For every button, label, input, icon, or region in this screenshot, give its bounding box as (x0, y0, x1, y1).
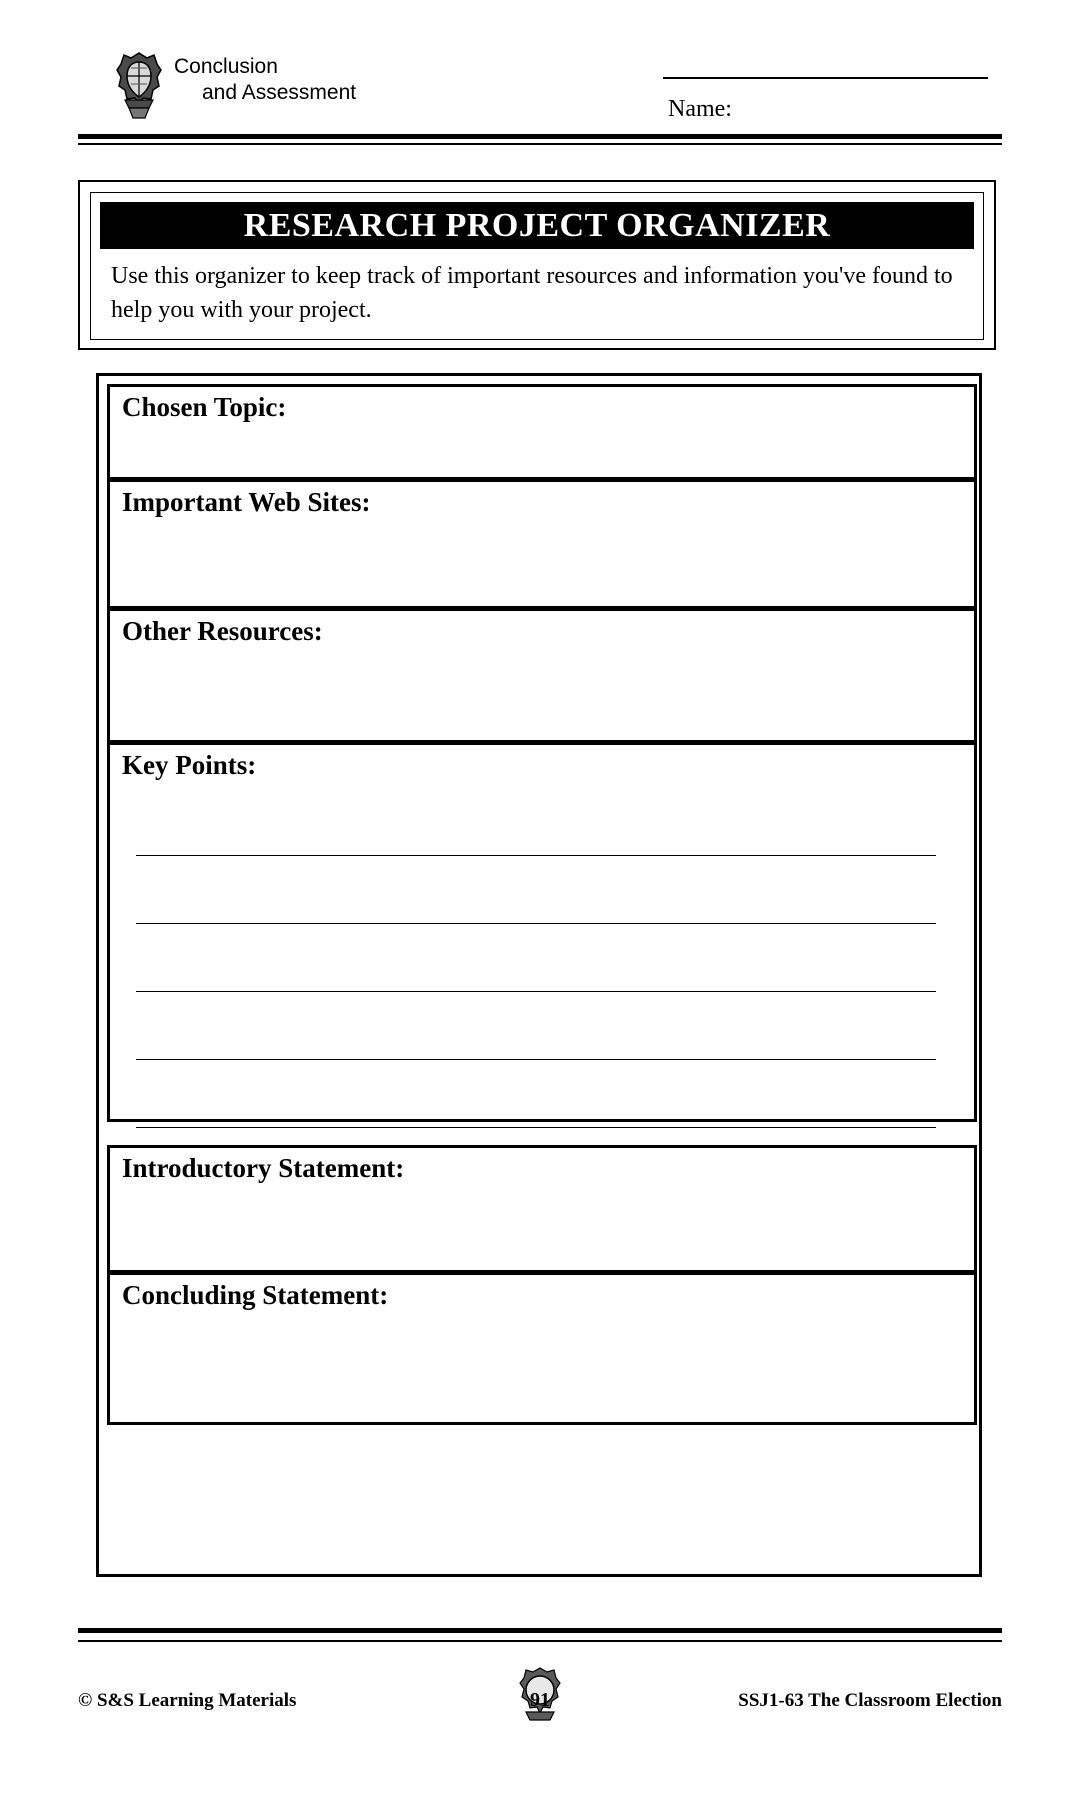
footer-divider-thin (78, 1640, 1002, 1642)
field-other-resources[interactable] (107, 608, 977, 743)
field-important-web-sites[interactable] (107, 479, 977, 609)
writing-line (136, 923, 936, 924)
footer-copyright: © S&S Learning Materials (78, 1690, 297, 1711)
field-chosen-topic[interactable] (107, 384, 977, 480)
field-label-concluding-statement: Concluding Statement: (122, 1280, 389, 1310)
crest-icon (113, 50, 165, 122)
page-number: 91 (530, 1689, 550, 1711)
writing-line (136, 1127, 936, 1128)
field-introductory-statement[interactable] (107, 1145, 977, 1273)
organizer-fields (107, 384, 977, 1572)
section-title-line2: and Assessment (202, 81, 357, 104)
field-label-chosen-topic: Chosen Topic: (122, 392, 287, 422)
field-label-introductory-statement: Introductory Statement: (122, 1153, 405, 1183)
worksheet-title-banner (100, 202, 974, 249)
footer-divider-thick (78, 1628, 1002, 1633)
field-label-important-web-sites: Important Web Sites: (122, 487, 371, 517)
writing-line (136, 1059, 936, 1060)
intro-box-inner (90, 192, 984, 340)
intro-box (78, 180, 996, 350)
field-label-key-points: Key Points: (122, 750, 257, 780)
field-concluding-statement[interactable] (107, 1272, 977, 1425)
section-title (174, 54, 434, 106)
header-divider-thin (78, 143, 1002, 145)
name-input-line[interactable] (663, 77, 988, 79)
header-divider-thick (78, 134, 1002, 139)
organizer-form (96, 373, 982, 1577)
worksheet-title: RESEARCH PROJECT ORGANIZER (243, 206, 831, 244)
instructions-text: Use this organizer to keep track of important resources and information you've found to help you with your project. (111, 263, 953, 323)
page-header (78, 48, 1002, 138)
section-title-line1: Conclusion (174, 55, 278, 78)
writing-line (136, 855, 936, 856)
field-label-other-resources: Other Resources: (122, 616, 323, 646)
name-label: Name: (668, 96, 732, 122)
footer-document-code: SSJ1-63 The Classroom Election (738, 1690, 1002, 1711)
writing-line (136, 991, 936, 992)
field-key-points[interactable] (107, 742, 977, 1122)
